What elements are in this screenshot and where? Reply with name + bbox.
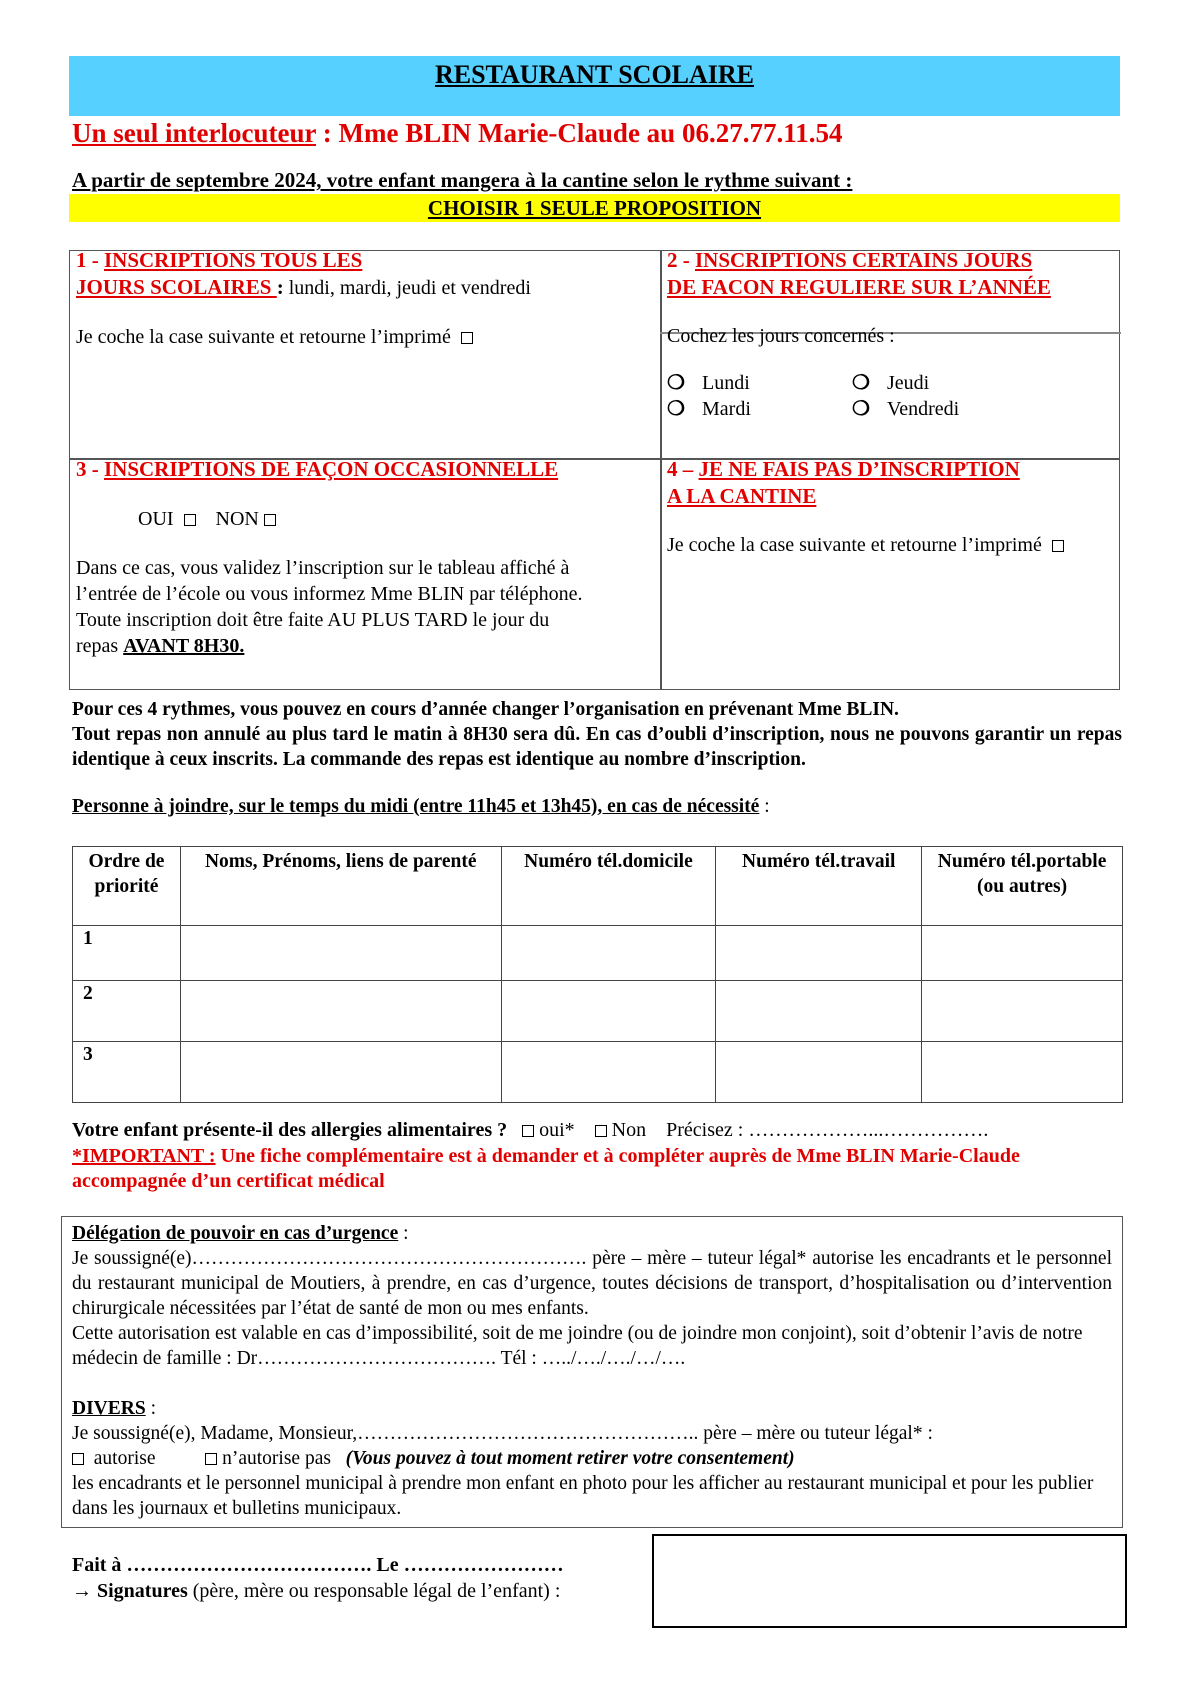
- signatures-note: (père, mère ou responsable légal de l’enfant) :: [187, 1580, 561, 1602]
- option-1-number: 1 -: [76, 248, 104, 272]
- table-row: [73, 981, 1123, 1042]
- option-3-text-line: l’entrée de l’école ou vous informez Mme BLIN par téléphone.: [76, 583, 583, 605]
- authorize-checkbox[interactable]: [72, 1453, 84, 1465]
- signature-box[interactable]: [652, 1534, 1127, 1628]
- contacts-header-row: [73, 847, 1123, 926]
- day-label: Mardi: [702, 398, 751, 420]
- allergy-specify-field[interactable]: Précisez : ………………...…………….: [666, 1119, 989, 1141]
- option-3-text-line: Toute inscription doit être faite AU PLUS TARD le jour du: [76, 609, 550, 631]
- option-1-checkbox[interactable]: [461, 332, 473, 344]
- option-2-title: [667, 247, 1117, 301]
- page-title: RESTAURANT SCOLAIRE: [434, 60, 755, 89]
- option-4: [667, 456, 1117, 559]
- important-notice: [72, 1144, 1072, 1194]
- option-3: [76, 456, 651, 659]
- home-phone-cell[interactable]: [501, 981, 716, 1042]
- priority-cell: 2: [73, 981, 181, 1042]
- intro-text: A partir de septembre 2024, votre enfant mangera à la cantine selon le rythme suivant :: [72, 168, 853, 192]
- option-1-title: [76, 247, 651, 302]
- option-3-title: [76, 456, 651, 483]
- divers-title: DIVERS: [72, 1398, 146, 1419]
- work-phone-cell[interactable]: [716, 981, 922, 1042]
- important-label: *IMPORTANT :: [72, 1145, 216, 1167]
- mobile-phone-cell[interactable]: [922, 1042, 1123, 1103]
- option-1-days: lundi, mardi, jeudi et vendredi: [283, 277, 531, 299]
- not-authorize-checkbox[interactable]: [205, 1453, 217, 1465]
- option-4-number: 4 –: [667, 457, 699, 481]
- delegation-title-suffix: :: [398, 1223, 409, 1244]
- home-phone-cell[interactable]: [501, 926, 716, 981]
- day-option-vendredi[interactable]: [852, 396, 1052, 422]
- option-4-title: [667, 456, 1117, 510]
- delegation-paragraph: Cette autorisation est valable en cas d’impossibilité, soit de me joindre (ou de joindre mon conjoint), soit d’obtenir l’avis de notre médecin de famille : Dr………………………………. Tél : …../…./…./…/….: [72, 1323, 1083, 1369]
- grid-divider-vertical: [660, 251, 662, 689]
- divers-line: Je soussigné(e), Madame, Monsieur,…………………………………………….. père – mère ou tuteur légal* :: [72, 1423, 933, 1444]
- contact-label: Un seul interlocuteur: [72, 118, 316, 148]
- work-phone-cell[interactable]: [716, 1042, 922, 1103]
- day-option-mardi[interactable]: [667, 396, 852, 422]
- allergy-no-label: Non: [611, 1119, 647, 1141]
- day-label: Lundi: [702, 372, 750, 394]
- options-grid: [69, 250, 1120, 690]
- option-3-number: 3 -: [76, 457, 104, 481]
- delegation-box: [61, 1216, 1123, 1528]
- header-banner: [69, 56, 1120, 116]
- arrow-right-icon: →: [72, 1580, 92, 1602]
- work-phone-cell[interactable]: [716, 926, 922, 981]
- allergy-no-checkbox[interactable]: [595, 1125, 607, 1137]
- priority-cell: 1: [73, 926, 181, 981]
- delegation-heading: [72, 1221, 1112, 1246]
- place-date-line[interactable]: Fait à ………………………………. Le ……………………: [72, 1554, 564, 1576]
- contact-person-suffix: :: [759, 796, 770, 817]
- table-row: [73, 926, 1123, 981]
- radio-circle-icon: ❍: [667, 372, 685, 394]
- option-2-days: [667, 370, 1117, 422]
- col-header-priority: Ordre de priorité: [73, 847, 181, 926]
- radio-circle-icon: ❍: [852, 398, 870, 420]
- mobile-phone-cell[interactable]: [922, 981, 1123, 1042]
- option-3-text-fragment: repas: [76, 635, 124, 657]
- consent-note: (Vous pouvez à tout moment retirer votre consentement): [345, 1448, 795, 1469]
- divers-heading: [72, 1396, 1112, 1421]
- col-header-home-phone: Numéro tél.domicile: [501, 847, 716, 926]
- signatures-line: [72, 1580, 560, 1603]
- allergy-yes-label: oui*: [539, 1119, 575, 1141]
- delegation-title: Délégation de pouvoir en cas d’urgence: [72, 1223, 399, 1244]
- option-3-text-line: [76, 633, 651, 659]
- day-label: Jeudi: [887, 372, 930, 394]
- contact-person-label: Personne à joindre, sur le temps du midi (entre 11h45 et 13h45), en cas de nécessité: [72, 796, 760, 817]
- table-row: [73, 1042, 1123, 1103]
- delegation-paragraph: Je soussigné(e)……………………………………………………. père – mère – tuteur légal* autorise les encadrants et le personnel du restaurant municipal de Moutiers, à prendre, en cas d’urgence, toutes décisions de transport, d’hospitalisation ou d’intervention chirurgicale nécessitées par l’état de santé de mon ou mes enfants.: [72, 1248, 1112, 1319]
- col-header-mobile-phone: Numéro tél.portable (ou autres): [922, 847, 1123, 926]
- option-3-title-text: INSCRIPTIONS DE FAÇON OCCASIONNELLE: [104, 457, 559, 481]
- contact-line: [72, 118, 842, 149]
- radio-circle-icon: ❍: [852, 372, 870, 394]
- not-authorize-label: n’autorise pas: [222, 1448, 331, 1469]
- option-1-instruction: [76, 324, 651, 351]
- allergy-question-text: Votre enfant présente-il des allergies alimentaires ?: [72, 1119, 508, 1141]
- contacts-table: [72, 846, 1123, 1103]
- option-2-title-line1: INSCRIPTIONS CERTAINS JOURS: [695, 248, 1033, 272]
- important-text: Une fiche complémentaire est à demander et à compléter auprès de Mme BLIN Marie-Claude accompagnée d’un certificat médical: [72, 1145, 1020, 1192]
- col-header-work-phone: Numéro tél.travail: [716, 847, 922, 926]
- option-2-title-line2: DE FACON REGULIERE SUR L’ANNÉE: [667, 275, 1051, 299]
- option-2-number: 2 -: [667, 248, 695, 272]
- option-2: [667, 247, 1117, 422]
- contact-details: : Mme BLIN Marie-Claude au 06.27.77.11.54: [316, 118, 843, 148]
- divers-title-suffix: :: [145, 1398, 156, 1419]
- authorize-label: autorise: [93, 1448, 156, 1469]
- contact-person-heading: [72, 796, 770, 818]
- option-3-description: [76, 555, 651, 659]
- day-option-jeudi[interactable]: [852, 370, 1052, 396]
- option-4-instruction: [667, 532, 1117, 559]
- notes-line1: Pour ces 4 rythmes, vous pouvez en cours d’année changer l’organisation en prévenant Mme BLIN.: [72, 699, 899, 720]
- option-2-instruction: Cochez les jours concernés :: [667, 325, 895, 347]
- name-cell[interactable]: [180, 981, 501, 1042]
- day-option-lundi[interactable]: [667, 370, 852, 396]
- deadline-text: AVANT 8H30.: [123, 635, 245, 657]
- option-3-text-line: Dans ce cas, vous validez l’inscription sur le tableau affiché à: [76, 557, 570, 579]
- option-1-title-line2: JOURS SCOLAIRES: [76, 275, 277, 299]
- option-1: [76, 247, 651, 351]
- divers-line: les encadrants et le personnel municipal à prendre mon enfant en photo pour les afficher au restaurant municipal et pour les publier dans les journaux et bulletins municipaux.: [72, 1473, 1094, 1519]
- yes-label: OUI: [138, 508, 174, 530]
- day-label: Vendredi: [887, 398, 960, 420]
- allergy-question: [72, 1119, 988, 1142]
- yes-checkbox[interactable]: [184, 514, 196, 526]
- notes-line2: Tout repas non annulé au plus tard le matin à 8H30 sera dû. En cas d’oubli d’inscription, nous ne pouvons garantir un repas identique à ceux inscrits. La commande des repas est identique au nombre d’inscription.: [72, 724, 1122, 770]
- name-cell[interactable]: [180, 1042, 501, 1103]
- col-header-names: Noms, Prénoms, liens de parenté: [180, 847, 501, 926]
- name-cell[interactable]: [180, 926, 501, 981]
- signatures-label: Signatures: [97, 1580, 188, 1602]
- option-4-checkbox[interactable]: [1052, 540, 1064, 552]
- no-checkbox[interactable]: [264, 514, 276, 526]
- no-label: NON: [215, 508, 259, 530]
- choose-banner-text: CHOISIR 1 SEULE PROPOSITION: [427, 196, 762, 220]
- option-1-instruction-text: Je coche la case suivante et retourne l’imprimé: [76, 326, 451, 348]
- home-phone-cell[interactable]: [501, 1042, 716, 1103]
- rhythm-notes: [72, 697, 1122, 772]
- radio-circle-icon: ❍: [667, 398, 685, 420]
- option-3-yes-no: [76, 506, 651, 533]
- option-4-instruction-text: Je coche la case suivante et retourne l’imprimé: [667, 534, 1042, 556]
- choose-banner: [69, 194, 1120, 222]
- allergy-yes-checkbox[interactable]: [522, 1125, 534, 1137]
- photo-consent-options: [72, 1446, 1112, 1471]
- option-4-title-line2: A LA CANTINE: [667, 484, 817, 508]
- mobile-phone-cell[interactable]: [922, 926, 1123, 981]
- option-1-colon: :: [276, 275, 284, 299]
- option-1-title-line1: INSCRIPTIONS TOUS LES: [104, 248, 363, 272]
- priority-cell: 3: [73, 1042, 181, 1103]
- option-4-title-line1: JE NE FAIS PAS D’INSCRIPTION: [698, 457, 1020, 481]
